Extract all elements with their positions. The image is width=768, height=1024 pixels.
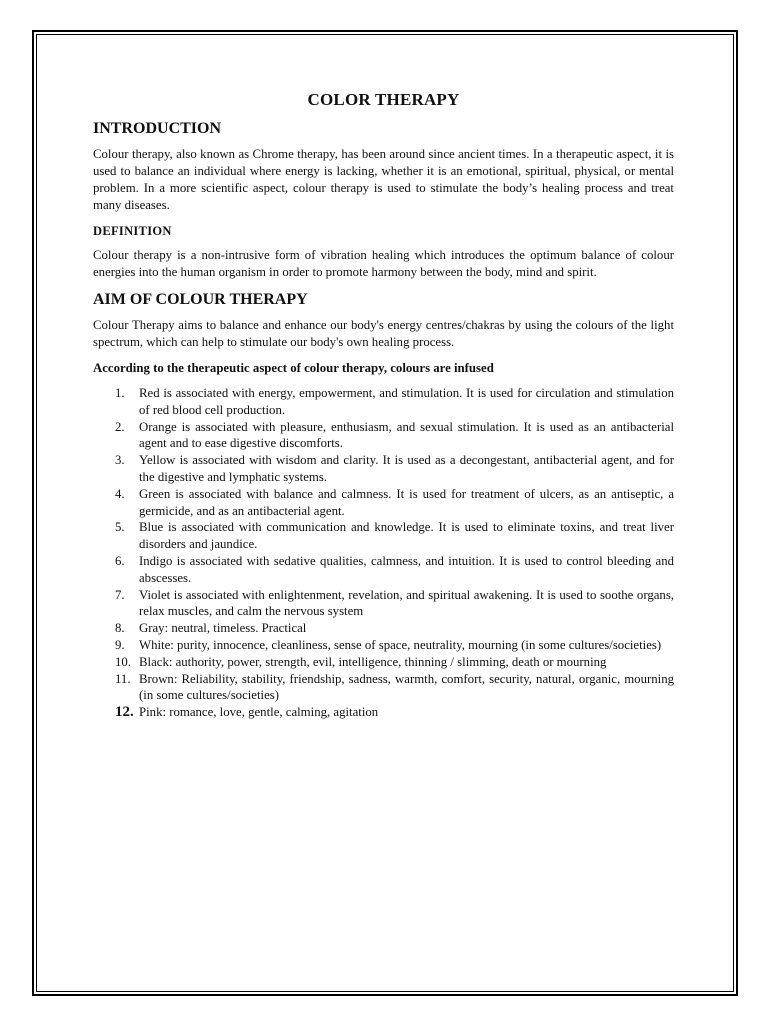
- definition-heading: DEFINITION: [93, 224, 172, 238]
- list-item-text: Brown: Reliability, stability, friendship, sadness, warmth, comfort, security, natural, organic, mourning (in some cultures/societies): [139, 671, 674, 703]
- list-item-number: 12.: [115, 704, 134, 721]
- list-item: [93, 553, 674, 587]
- list-item: [93, 385, 674, 419]
- aim-text: Colour Therapy aims to balance and enhance our body's energy centres/chakras by using the colours of the light spectrum, which can help to stimulate our body's own healing process.: [93, 318, 674, 349]
- aim-heading: AIM OF COLOUR THERAPY: [93, 291, 308, 308]
- list-item-text: Red is associated with energy, empowerment, and stimulation. It is used for circulation and stimulation of red blood cell production.: [139, 386, 674, 417]
- list-item-number: 9.: [115, 637, 125, 652]
- list-item: [93, 637, 674, 654]
- list-item: [93, 587, 674, 621]
- introduction-text: Colour therapy, also known as Chrome therapy, has been around since ancient times. In a therapeutic aspect, it is used to balance an individual where energy is lacking, whether it is an emotional, spiritual, physical, or mental problem. In a more scientific aspect, colour therapy is used to stimulate the body’s healing process and treat many diseases.: [93, 147, 674, 212]
- list-item-text: Indigo is associated with sedative qualities, calmness, and intuition. It is used to control bleeding and abscesses.: [139, 553, 674, 585]
- list-item: [93, 620, 674, 637]
- list-intro: According to the therapeutic aspect of colour therapy, colours are infused: [93, 361, 494, 375]
- list-item: [93, 452, 674, 486]
- list-item-text: Black: authority, power, strength, evil, intelligence, thinning / slimming, death or mourning: [139, 654, 607, 669]
- list-item: [93, 704, 674, 721]
- definition-text: Colour therapy is a non-intrusive form of vibration healing which introduces the optimum balance of colour energies into the human organism in order to promote harmony between the body, mind and spirit.: [93, 248, 674, 279]
- list-item-text: Green is associated with balance and calmness. It is used for treatment of ulcers, as an antiseptic, a germicide, and as an antibacterial agent.: [139, 486, 674, 518]
- list-item-number: 6.: [115, 553, 125, 568]
- list-item-text: Yellow is associated with wisdom and clarity. It is used as a decongestant, antibacterial agent, and for the digestive and lymphatic systems.: [139, 453, 674, 484]
- list-item: [93, 654, 674, 671]
- list-item-number: 11.: [115, 671, 131, 686]
- introduction-heading: INTRODUCTION: [93, 120, 222, 137]
- list-item-number: 5.: [115, 520, 125, 535]
- list-item: [93, 519, 674, 553]
- list-item: [93, 486, 674, 520]
- list-item-number: 10.: [115, 654, 131, 669]
- list-item-text: Blue is associated with communication and knowledge. It is used to eliminate toxins, and treat liver disorders and jaundice.: [139, 520, 674, 552]
- document-body: [93, 90, 674, 721]
- color-list: [93, 385, 674, 721]
- list-item-number: 1.: [115, 386, 125, 400]
- list-item-text: Violet is associated with enlightenment, revelation, and spiritual awakening. It is used to soothe organs, relax muscles, and calm the nervous system: [139, 587, 674, 619]
- list-item-number: 2.: [115, 419, 125, 434]
- list-item-number: 3.: [115, 453, 125, 468]
- list-item-number: 8.: [115, 621, 125, 636]
- document-title: COLOR THERAPY: [307, 90, 460, 109]
- list-item: [93, 671, 674, 705]
- list-item-text: Pink: romance, love, gentle, calming, agitation: [139, 705, 379, 720]
- list-item-text: Gray: neutral, timeless. Practical: [139, 621, 307, 636]
- list-item-number: 4.: [115, 486, 125, 501]
- list-item-text: Orange is associated with pleasure, enthusiasm, and sexual stimulation. It is used as an antibacterial agent and to ease digestive discomforts.: [139, 419, 674, 451]
- list-item: [93, 419, 674, 453]
- list-item-text: White: purity, innocence, cleanliness, sense of space, neutrality, mourning (in some cultures/societies): [139, 637, 662, 652]
- list-item-number: 7.: [115, 587, 125, 602]
